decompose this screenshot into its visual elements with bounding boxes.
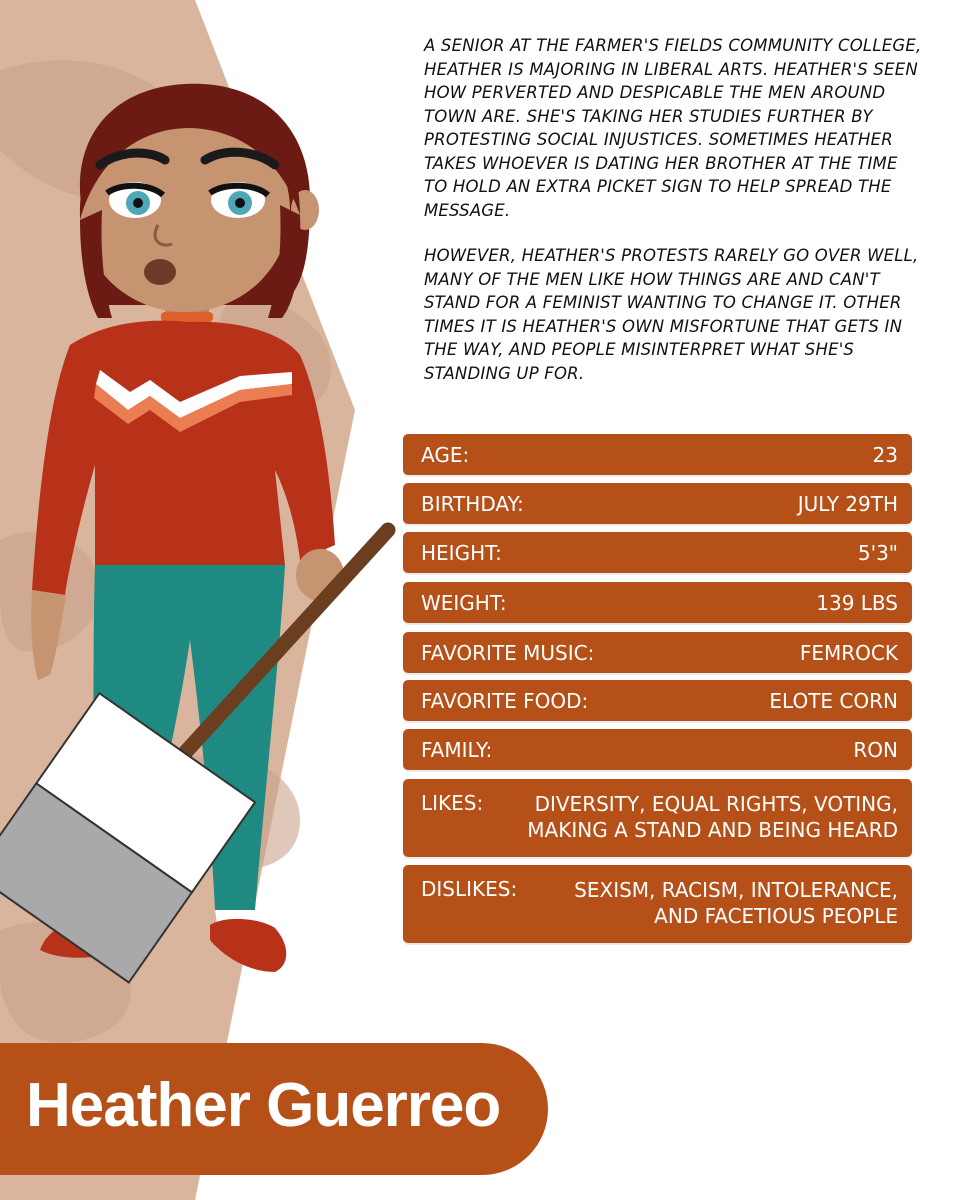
stat-label: FAVORITE MUSIC: xyxy=(421,641,595,665)
stat-label: AGE: xyxy=(421,443,470,467)
stat-value xyxy=(527,791,898,843)
stat-row-age xyxy=(403,434,912,475)
stat-label: FAMILY: xyxy=(421,738,493,762)
likes-line: DIVERSITY, EQUAL RIGHTS, VOTING, xyxy=(534,792,898,816)
stat-row-family xyxy=(403,729,912,770)
stat-row-weight xyxy=(403,582,912,623)
stat-row-birthday xyxy=(403,483,912,524)
bio-paragraph: A SENIOR AT THE FARMER'S FIELDS COMMUNITY COLLEGE, HEATHER IS MAJORING IN LIBERAL ARTS. HEATHER'S SEEN HOW PERVERTED AND DESPICABLE THE MEN AROUND TOWN ARE. SHE'S TAKING HER STUDIES FURTHER BY PROTESTING SOCIAL INJUSTICES. SOMETIMES HEATHER TAKES WHOEVER IS DATING HER BROTHER AT THE TIME TO HOLD AN EXTRA PICKET SIGN TO HELP SPREAD THE MESSAGE. xyxy=(424,36,922,220)
stat-label: BIRTHDAY: xyxy=(421,492,524,516)
stat-value: FEMROCK xyxy=(799,641,898,665)
stat-value xyxy=(574,877,898,929)
stat-value: ELOTE CORN xyxy=(769,689,898,713)
stat-row-dislikes xyxy=(403,865,912,943)
stat-value: 5'3" xyxy=(857,541,898,565)
stat-value: 23 xyxy=(872,443,898,467)
stat-label: FAVORITE FOOD: xyxy=(421,689,589,713)
stat-value: 139 LBS xyxy=(816,591,898,615)
likes-line: MAKING A STAND AND BEING HEARD xyxy=(527,818,898,842)
stat-value: JULY 29TH xyxy=(797,492,898,516)
dislikes-line: SEXISM, RACISM, INTOLERANCE, xyxy=(574,878,898,902)
dislikes-line: AND FACETIOUS PEOPLE xyxy=(654,904,898,928)
character-name: Heather Guerreo xyxy=(26,1071,501,1140)
stat-row-music xyxy=(403,632,912,673)
bio-text xyxy=(424,34,924,407)
bio-paragraph: HOWEVER, HEATHER'S PROTESTS RARELY GO OVER WELL, MANY OF THE MEN LIKE HOW THINGS ARE AND CAN'T STAND FOR A FEMINIST WANTING TO CHANGE IT. OTHER TIMES IT IS HEATHER'S OWN MISFORTUNE THAT GETS IN THE WAY, AND PEOPLE MISINTERPRET WHAT SHE'S STANDING UP FOR. xyxy=(424,246,919,383)
stat-row-food xyxy=(403,680,912,721)
stat-value: RON xyxy=(853,738,898,762)
stat-label: DISLIKES: xyxy=(421,877,518,901)
stat-label: WEIGHT: xyxy=(421,591,507,615)
stat-row-height xyxy=(403,532,912,573)
stat-row-likes xyxy=(403,779,912,857)
stat-label: HEIGHT: xyxy=(421,541,502,565)
stat-label: LIKES: xyxy=(421,791,484,815)
